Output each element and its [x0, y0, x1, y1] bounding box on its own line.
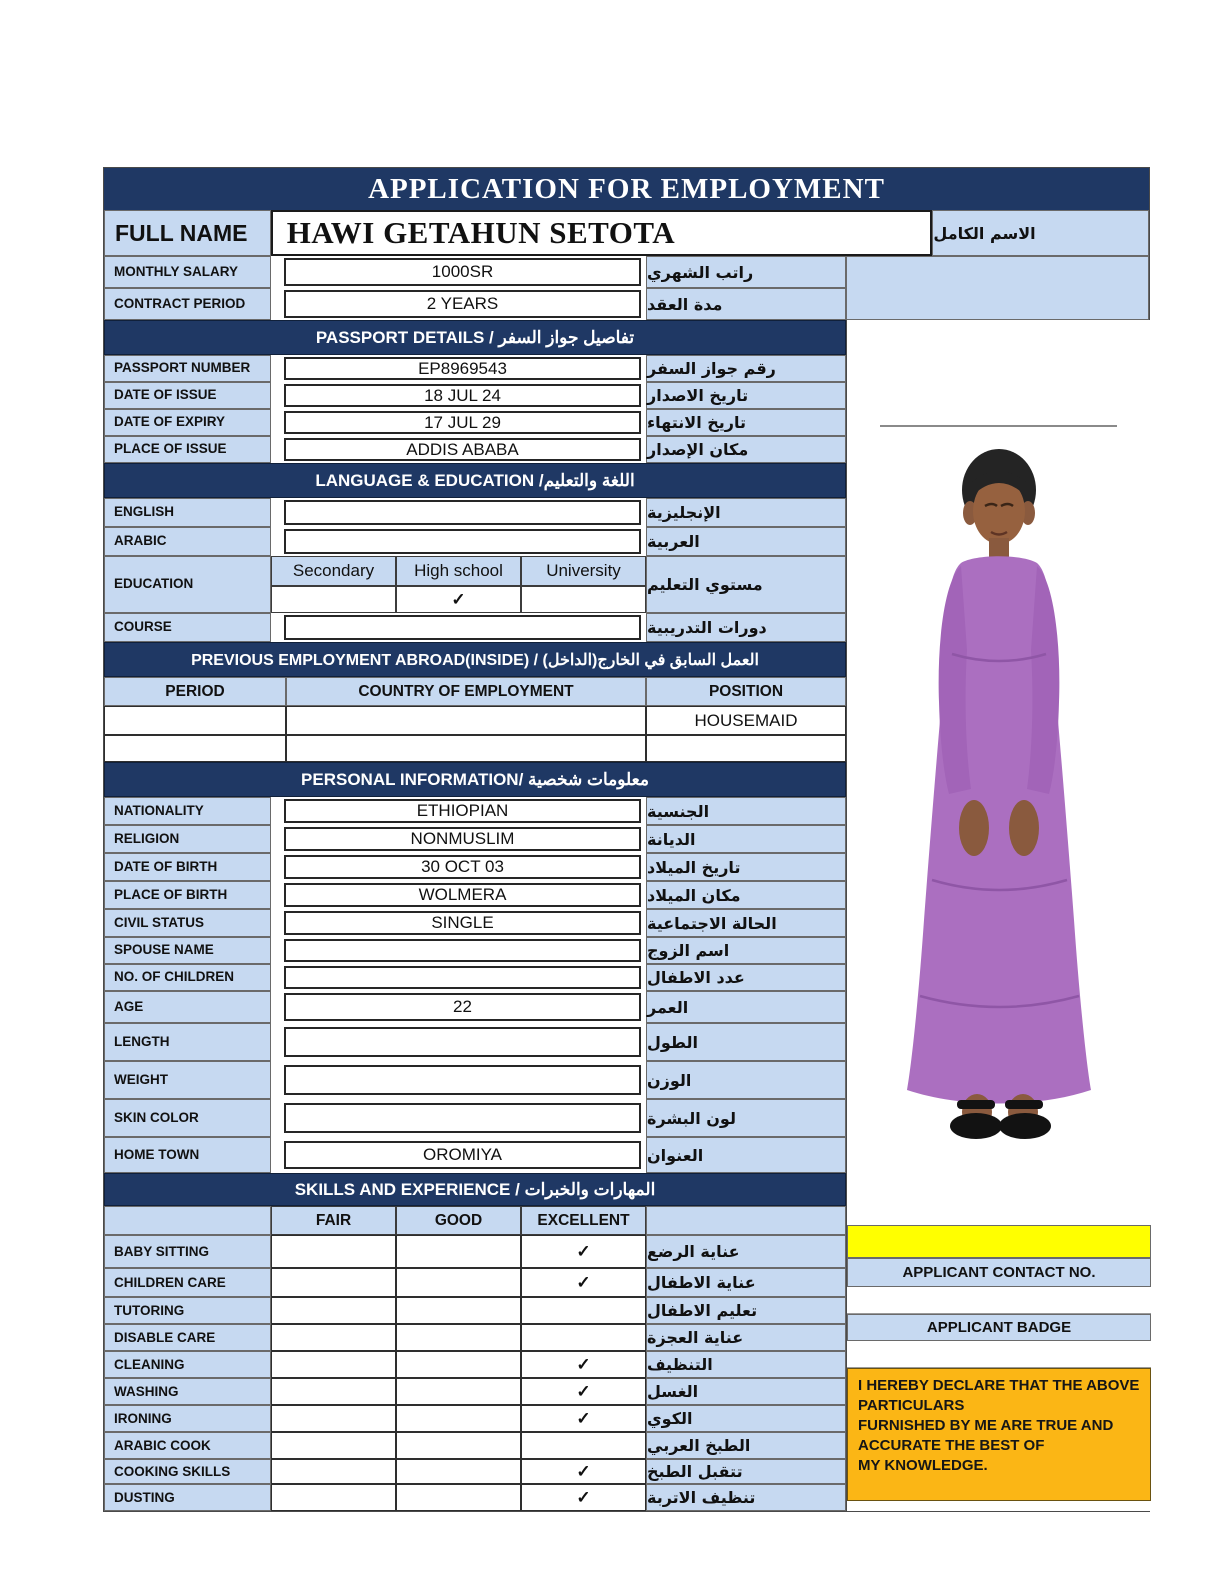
nationality-value: ETHIOPIAN [284, 799, 641, 823]
contract-period-value: 2 YEARS [284, 290, 641, 318]
contact-blank-cell [847, 1287, 1151, 1314]
course-row [104, 613, 846, 642]
ironing-row [104, 1405, 846, 1432]
applicant-badge-label: APPLICANT BADGE [847, 1314, 1151, 1341]
period-value [104, 706, 286, 735]
baby-sitting-label: BABY SITTING [104, 1235, 271, 1268]
nationality-label-ar: الجنسية [646, 797, 846, 825]
monthly-salary-row [104, 256, 846, 288]
religion-row [104, 825, 846, 853]
personal-info-header: PERSONAL INFORMATION/ معلومات شخصية [104, 762, 846, 797]
disable-care-label-ar: عناية العجزة [646, 1324, 846, 1351]
religion-value: NONMUSLIM [284, 827, 641, 851]
arabic-cook-label: ARABIC COOK [104, 1432, 271, 1459]
arabic-cook-row [104, 1432, 846, 1459]
cooking-skills-row [104, 1459, 846, 1484]
date-of-birth-label-ar: تاريخ الميلاد [646, 853, 846, 881]
cooking-skills-good [396, 1459, 521, 1484]
age-label: AGE [104, 991, 271, 1023]
cooking-skills-excellent: ✓ [521, 1459, 646, 1484]
length-label: LENGTH [104, 1023, 271, 1061]
baby-sitting-excellent: ✓ [521, 1235, 646, 1268]
arabic-row [104, 527, 846, 556]
contract-period-row [104, 288, 846, 320]
tutoring-fair [271, 1297, 396, 1324]
period-column-header: PERIOD [104, 677, 286, 706]
children-care-label: CHILDREN CARE [104, 1268, 271, 1297]
education-option-university: University [521, 556, 646, 586]
place-of-birth-label: PLACE OF BIRTH [104, 881, 271, 909]
applicant-photo [847, 320, 1152, 1225]
civil-status-label-ar: الحالة الاجتماعية [646, 909, 846, 937]
arabic-cook-label-ar: الطبخ العربي [646, 1432, 846, 1459]
washing-label-ar: الغسل [646, 1378, 846, 1405]
country-value [286, 706, 646, 735]
place-of-issue-row [104, 436, 846, 463]
date-of-birth-label: DATE OF BIRTH [104, 853, 271, 881]
weight-row [104, 1061, 846, 1099]
length-label-ar: الطول [646, 1023, 846, 1061]
arabic-cook-good [396, 1432, 521, 1459]
place-of-birth-row [104, 881, 846, 909]
civil-status-label: CIVIL STATUS [104, 909, 271, 937]
children-value [284, 966, 641, 989]
dusting-excellent: ✓ [521, 1484, 646, 1511]
tutoring-excellent [521, 1297, 646, 1324]
baby-sitting-row [104, 1235, 846, 1268]
disable-care-good [396, 1324, 521, 1351]
disable-care-label: DISABLE CARE [104, 1324, 271, 1351]
baby-sitting-label-ar: عناية الرضع [646, 1235, 846, 1268]
cooking-skills-label: COOKING SKILLS [104, 1459, 271, 1484]
home-town-label: HOME TOWN [104, 1137, 271, 1173]
declaration-text: I HEREBY DECLARE THAT THE ABOVE PARTICULARS FURNISHED BY ME ARE TRUE AND ACCURATE THE BEST OF MY KNOWLEDGE. [847, 1368, 1151, 1501]
passport-number-row [104, 355, 846, 382]
religion-label-ar: الديانة [646, 825, 846, 853]
ironing-excellent: ✓ [521, 1405, 646, 1432]
skills-section-header: SKILLS AND EXPERIENCE / المهارات والخبرات [104, 1173, 846, 1206]
previous-employment-header: PREVIOUS EMPLOYMENT ABROAD(INSIDE) / العمل السابق في الخارج(الداخل) [104, 642, 846, 677]
children-row [104, 964, 846, 991]
disable-care-row [104, 1324, 846, 1351]
children-care-row [104, 1268, 846, 1297]
place-of-issue-value: ADDIS ABABA [284, 438, 641, 461]
date-of-issue-label: DATE OF ISSUE [104, 382, 271, 409]
good-column-header: GOOD [396, 1206, 521, 1235]
civil-status-value: SINGLE [284, 911, 641, 935]
length-row [104, 1023, 846, 1061]
nationality-row [104, 797, 846, 825]
passport-number-label: PASSPORT NUMBER [104, 355, 271, 382]
applicant-photo-cell [847, 320, 1151, 1225]
fair-column-header: FAIR [271, 1206, 396, 1235]
photo-divider-line [880, 425, 1117, 427]
english-value [284, 500, 641, 525]
position-value [646, 735, 846, 762]
ironing-fair [271, 1405, 396, 1432]
cleaning-excellent: ✓ [521, 1351, 646, 1378]
skin-color-label: SKIN COLOR [104, 1099, 271, 1137]
cleaning-label: CLEANING [104, 1351, 271, 1378]
date-of-expiry-row [104, 409, 846, 436]
date-of-birth-row [104, 853, 846, 881]
age-label-ar: العمر [646, 991, 846, 1023]
place-of-issue-label-ar: مكان الإصدار [646, 436, 846, 463]
children-care-good [396, 1268, 521, 1297]
cleaning-good [396, 1351, 521, 1378]
dusting-good [396, 1484, 521, 1511]
date-of-expiry-label: DATE OF EXPIRY [104, 409, 271, 436]
ironing-good [396, 1405, 521, 1432]
english-row [104, 498, 846, 527]
children-label-ar: عدد الاطفال [646, 964, 846, 991]
home-town-row [104, 1137, 846, 1173]
arabic-label: ARABIC [104, 527, 271, 556]
education-label-ar: مستوي التعليم [646, 556, 846, 613]
applicant-contact-label: APPLICANT CONTACT NO. [847, 1258, 1151, 1287]
full-name-label: FULL NAME [104, 210, 271, 256]
contract-period-label-ar: مدة العقد [646, 288, 846, 320]
cooking-skills-fair [271, 1459, 396, 1484]
monthly-salary-value: 1000SR [284, 258, 641, 286]
english-label-ar: الإنجليزية [646, 498, 846, 527]
place-of-issue-label: PLACE OF ISSUE [104, 436, 271, 463]
language-section-header: LANGUAGE & EDUCATION /اللغة والتعليم [104, 463, 846, 498]
previous-employment-row-1 [104, 706, 846, 735]
salary-contract-block [104, 256, 1149, 320]
tutoring-good [396, 1297, 521, 1324]
education-row [104, 556, 846, 613]
passport-number-label-ar: رقم جواز السفر [646, 355, 846, 382]
disable-care-excellent [521, 1324, 646, 1351]
excellent-column-header: EXCELLENT [521, 1206, 646, 1235]
badge-blank-cell [847, 1341, 1151, 1368]
education-option-high-school: High school [396, 556, 521, 586]
cleaning-fair [271, 1351, 396, 1378]
dusting-row [104, 1484, 846, 1511]
cleaning-label-ar: التنظيف [646, 1351, 846, 1378]
date-of-issue-label-ar: تاريخ الاصدار [646, 382, 846, 409]
cleaning-row [104, 1351, 846, 1378]
place-of-birth-value: WOLMERA [284, 883, 641, 907]
full-name-label-ar: الاسم الكامل [932, 210, 1149, 256]
weight-label-ar: الوزن [646, 1061, 846, 1099]
skills-columns-row [104, 1206, 846, 1235]
weight-value [284, 1065, 641, 1095]
arabic-value [284, 529, 641, 554]
course-label: COURSE [104, 613, 271, 642]
date-of-expiry-value: 17 JUL 29 [284, 411, 641, 434]
length-value [284, 1027, 641, 1057]
position-value: HOUSEMAID [646, 706, 846, 735]
baby-sitting-good [396, 1235, 521, 1268]
skills-blank-header [104, 1206, 271, 1235]
period-value [104, 735, 286, 762]
arabic-cook-excellent [521, 1432, 646, 1459]
previous-employment-columns [104, 677, 846, 706]
age-value: 22 [284, 993, 641, 1021]
dusting-fair [271, 1484, 396, 1511]
washing-excellent: ✓ [521, 1378, 646, 1405]
sidebar-column [846, 320, 1151, 1511]
country-column-header: COUNTRY OF EMPLOYMENT [286, 677, 646, 706]
age-row [104, 991, 846, 1023]
ironing-label-ar: الكوي [646, 1405, 846, 1432]
date-of-expiry-label-ar: تاريخ الانتهاء [646, 409, 846, 436]
washing-row [104, 1378, 846, 1405]
passport-section-header: PASSPORT DETAILS / تفاصيل جواز السفر [104, 320, 846, 355]
skills-blank-header-ar [646, 1206, 846, 1235]
children-label: NO. OF CHILDREN [104, 964, 271, 991]
skin-color-label-ar: لون البشرة [646, 1099, 846, 1137]
skin-color-value [284, 1103, 641, 1133]
home-town-label-ar: العنوان [646, 1137, 846, 1173]
washing-good [396, 1378, 521, 1405]
baby-sitting-fair [271, 1235, 396, 1268]
religion-label: RELIGION [104, 825, 271, 853]
tutoring-label: TUTORING [104, 1297, 271, 1324]
date-of-issue-row [104, 382, 846, 409]
tutoring-label-ar: تعليم الاطفال [646, 1297, 846, 1324]
place-of-birth-label-ar: مكان الميلاد [646, 881, 846, 909]
children-care-label-ar: عناية الاطفال [646, 1268, 846, 1297]
home-town-value: OROMIYA [284, 1141, 641, 1169]
spouse-name-label: SPOUSE NAME [104, 937, 271, 964]
education-check-high-school: ✓ [396, 586, 521, 613]
date-of-birth-value: 30 OCT 03 [284, 855, 641, 879]
civil-status-row [104, 909, 846, 937]
full-name-row [104, 210, 1149, 256]
highlight-bar [847, 1225, 1151, 1258]
nationality-label: NATIONALITY [104, 797, 271, 825]
course-label-ar: دورات التدريبية [646, 613, 846, 642]
arabic-cook-fair [271, 1432, 396, 1459]
salary-side-blank-cell [846, 256, 1149, 320]
passport-number-value: EP8969543 [284, 357, 641, 380]
form-title: APPLICATION FOR EMPLOYMENT [104, 168, 1149, 210]
education-check-university [521, 586, 646, 613]
full-name-value: HAWI GETAHUN SETOTA [271, 210, 933, 256]
education-check-secondary [271, 586, 396, 613]
education-label: EDUCATION [104, 556, 271, 613]
dusting-label-ar: تنظيف الاتربة [646, 1484, 846, 1511]
form-table [103, 167, 1150, 1512]
children-care-excellent: ✓ [521, 1268, 646, 1297]
washing-label: WASHING [104, 1378, 271, 1405]
children-care-fair [271, 1268, 396, 1297]
arabic-label-ar: العربية [646, 527, 846, 556]
position-column-header: POSITION [646, 677, 846, 706]
contract-period-label: CONTRACT PERIOD [104, 288, 271, 320]
dusting-label: DUSTING [104, 1484, 271, 1511]
weight-label: WEIGHT [104, 1061, 271, 1099]
country-value [286, 735, 646, 762]
spouse-name-row [104, 937, 846, 964]
ironing-label: IRONING [104, 1405, 271, 1432]
disable-care-fair [271, 1324, 396, 1351]
course-value [284, 615, 641, 640]
skin-color-row [104, 1099, 846, 1137]
washing-fair [271, 1378, 396, 1405]
cooking-skills-label-ar: تتقبل الطبخ [646, 1459, 846, 1484]
main-form-column [104, 320, 846, 1511]
spouse-name-value [284, 939, 641, 962]
monthly-salary-label: MONTHLY SALARY [104, 256, 271, 288]
monthly-salary-label-ar: راتب الشهري [646, 256, 846, 288]
tutoring-row [104, 1297, 846, 1324]
education-option-secondary: Secondary [271, 556, 396, 586]
previous-employment-row-2 [104, 735, 846, 762]
spouse-name-label-ar: اسم الزوج [646, 937, 846, 964]
date-of-issue-value: 18 JUL 24 [284, 384, 641, 407]
english-label: ENGLISH [104, 498, 271, 527]
